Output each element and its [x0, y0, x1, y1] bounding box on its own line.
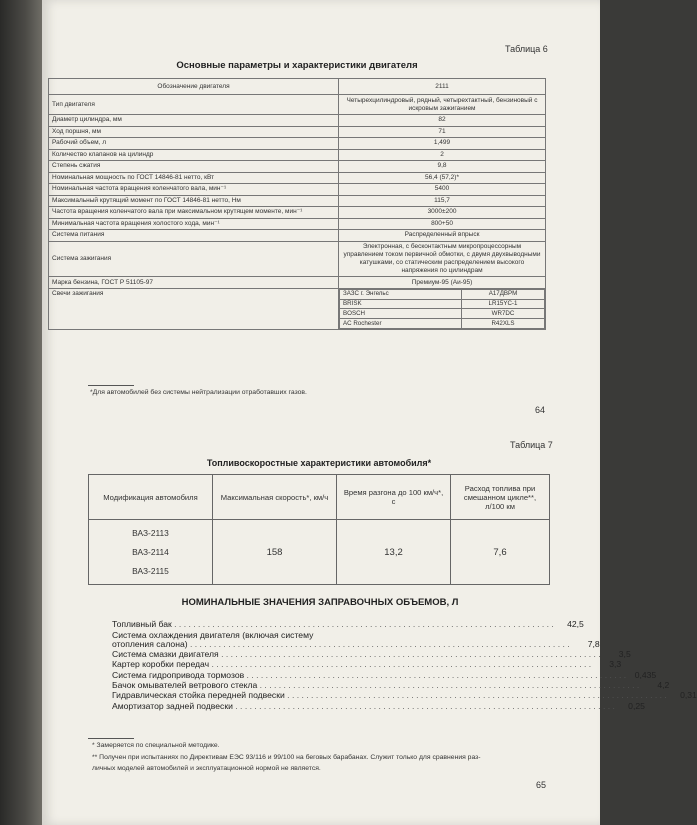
param-value: 5400: [339, 184, 546, 196]
engine-parameters-table: [48, 78, 546, 330]
param-name: Система питания: [49, 230, 339, 242]
leader-dots: . . . . . . . . . . . . . . . . . . . . . . . . . . . . . . . . . . . . . . . . . . . . . . . . . . . . . . . . . . . . . . . . . . . . . . . . . . . . . . . .: [209, 659, 592, 669]
spark-plug-maker: BRISK: [340, 299, 462, 309]
spark-plugs-cell: [339, 288, 546, 329]
volume-value: 0,25: [628, 701, 645, 711]
volume-label: [112, 670, 626, 680]
param-name: Степень сжатия: [49, 161, 339, 173]
table6-footnote: *Для автомобилей без системы нейтрализации отработавших газов.: [90, 389, 307, 396]
table7-accel-value: 13,2: [337, 520, 451, 585]
table6-row: [49, 138, 546, 150]
table6-row: [49, 195, 546, 207]
table6-header-param: Обозначение двигателя: [49, 79, 339, 95]
volume-label-text: Амортизатор задней подвески: [112, 701, 233, 711]
volume-value: 42,5: [567, 619, 584, 629]
volume-item: [112, 619, 584, 629]
table7-models-cell: [89, 520, 213, 585]
volume-label: [112, 680, 639, 690]
table6-title: Основные параметры и характеристики двигателя: [176, 60, 418, 71]
spark-plug-maker: BOSCH: [340, 309, 462, 319]
spark-plug-maker: AC Rochester: [340, 319, 462, 329]
performance-table: [88, 474, 550, 585]
table6-row: [49, 126, 546, 138]
spark-plug-model: WR7DC: [461, 309, 544, 319]
volume-label: [112, 649, 601, 659]
volume-label: [112, 639, 570, 649]
volume-label-text: Картер коробки передач: [112, 659, 210, 669]
volume-item: [112, 701, 645, 711]
page-number-64: 64: [535, 405, 546, 415]
volume-label-text: Система гидропривода тормозов: [112, 670, 245, 680]
table7-title: Топливоскоростные характеристики автомобиля*: [206, 458, 432, 468]
param-name: Максимальный крутящий момент по ГОСТ 14846-81 нетто, Нм: [49, 195, 339, 207]
param-name: Количество клапанов на цилиндр: [49, 149, 339, 161]
leader-dots: . . . . . . . . . . . . . . . . . . . . . . . . . . . . . . . . . . . . . . . . . . . . . . . . . . . . . . . . . . . . . . . . . . . . . . . . . . . . . . . .: [284, 690, 667, 700]
param-name: Частота вращения коленчатого вала при максимальном крутящем моменте, мин⁻¹: [49, 207, 339, 219]
spark-plug-row: [340, 289, 545, 299]
param-value: 1,499: [339, 138, 546, 150]
volume-label: [112, 690, 667, 700]
volume-label-text: Бачок омывателей ветрового стекла: [112, 680, 258, 690]
spark-plug-model: LR15YC-1: [461, 299, 544, 309]
spark-plug-maker: ЗАЗС г. Энгельс: [340, 289, 462, 299]
volume-value: 7,8: [587, 639, 600, 649]
param-value: 56,4 (57,2)*: [339, 172, 546, 184]
param-name: Минимальная частота вращения холостого хода, мин⁻¹: [49, 218, 339, 230]
table6-number: Таблица 6: [505, 44, 548, 54]
footnote-rule-2: [88, 738, 134, 739]
param-value: Премиум-95 (Аи-95): [339, 277, 546, 289]
volume-label-text: Топливный бак: [112, 619, 172, 629]
volume-value: 4,2: [657, 680, 670, 690]
param-name: Тип двигателя: [49, 95, 339, 115]
spark-plug-model: R42XLS: [461, 319, 544, 329]
table6-header-row: [49, 79, 546, 95]
param-name: Ход поршня, мм: [49, 126, 339, 138]
spark-plugs-label: Свечи зажигания: [49, 288, 339, 329]
table6-row: [49, 149, 546, 161]
spark-plug-model: А17ДВРМ: [461, 289, 544, 299]
table7-header-accel: Время разгона до 100 км/ч*, с: [337, 475, 451, 520]
footnote-rule-1: [88, 385, 134, 386]
volumes-title: НОМИНАЛЬНЫЕ ЗНАЧЕНИЯ ЗАПРАВОЧНЫХ ОБЪЕМОВ, Л: [181, 597, 459, 608]
volume-item: [112, 649, 631, 659]
param-value: 82: [339, 115, 546, 127]
table6-row: [49, 161, 546, 173]
volume-value: 3,5: [618, 649, 631, 659]
table6-row: [49, 277, 546, 289]
spark-plug-row: [340, 309, 545, 319]
param-value: 115,7: [339, 195, 546, 207]
table6-row: [49, 115, 546, 127]
table7-fuel-value: 7,6: [451, 520, 550, 585]
param-name: Марка бензина, ГОСТ Р 51105-97: [49, 277, 339, 289]
volume-label: [112, 659, 591, 669]
table7-header-model: Модификация автомобиля: [89, 475, 213, 520]
table6-row: [49, 241, 546, 277]
table7-data-row: [89, 520, 550, 585]
model-item: ВАЗ-2115: [132, 565, 169, 576]
footnote-directive-2: личных моделей автомобилей и эксплуатационной нормой не является.: [92, 765, 321, 772]
leader-dots: . . . . . . . . . . . . . . . . . . . . . . . . . . . . . . . . . . . . . . . . . . . . . . . . . . . . . . . . . . . . . . . . . . . . . . . . . . . . . . . .: [187, 639, 570, 649]
param-value: 3000±200: [339, 207, 546, 219]
table7-number: Таблица 7: [510, 440, 553, 450]
spark-plug-row: [340, 319, 545, 329]
table6-row: [49, 230, 546, 242]
volume-label-text: Система смазки двигателя: [112, 649, 219, 659]
volume-label-text: отопления салона): [112, 639, 188, 649]
volume-item: [112, 639, 600, 649]
volume-label-text: Система охлаждения двигателя (включая систему: [112, 630, 314, 640]
book-spine: [0, 0, 42, 825]
table7-header-speed: Максимальная скорость*, км/ч: [213, 475, 337, 520]
footnote-directive-1: ** Получен при испытаниях по Директивам ЕЭС 93/116 и 99/100 на беговых барабанах. Служит только для сравнения раз-: [92, 754, 481, 761]
volume-item: [112, 680, 670, 690]
volume-label: [112, 701, 615, 711]
table7-speed-value: 158: [213, 520, 337, 585]
leader-dots: . . . . . . . . . . . . . . . . . . . . . . . . . . . . . . . . . . . . . . . . . . . . . . . . . . . . . . . . . . . . . . . . . . . . . . . . . . . . . . . .: [257, 680, 640, 690]
param-value: 71: [339, 126, 546, 138]
table6-row: [49, 184, 546, 196]
volume-label: [112, 619, 554, 629]
table6-header-value: 2111: [339, 79, 546, 95]
table6-spark-row: [49, 288, 546, 329]
param-name: Система зажигания: [49, 241, 339, 277]
param-value: 9,8: [339, 161, 546, 173]
volume-value: 0,31: [680, 690, 697, 700]
table6-row: [49, 218, 546, 230]
leader-dots: . . . . . . . . . . . . . . . . . . . . . . . . . . . . . . . . . . . . . . . . . . . . . . . . . . . . . . . . . . . . . . . . . . . . . . . . . . . . . . . .: [218, 649, 601, 659]
leader-dots: . . . . . . . . . . . . . . . . . . . . . . . . . . . . . . . . . . . . . . . . . . . . . . . . . . . . . . . . . . . . . . . . . . . . . . . . . . . . . . . .: [171, 619, 554, 629]
spark-plug-row: [340, 299, 545, 309]
param-value: 2: [339, 149, 546, 161]
table7-header-row: [89, 475, 550, 520]
spark-plugs-table: [339, 289, 545, 329]
volume-value: 3,3: [609, 659, 622, 669]
model-item: ВАЗ-2114: [132, 546, 169, 557]
table6-row: [49, 95, 546, 115]
param-name: Диаметр цилиндра, мм: [49, 115, 339, 127]
param-value: Четырехцилиндровый, рядный, четырехтактный, бензиновый с искровым зажиганием: [339, 95, 546, 115]
page-number-65: 65: [536, 780, 547, 790]
model-item: ВАЗ-2113: [132, 527, 169, 538]
param-value: Распределенный впрыск: [339, 230, 546, 242]
param-value: 800+50: [339, 218, 546, 230]
leader-dots: . . . . . . . . . . . . . . . . . . . . . . . . . . . . . . . . . . . . . . . . . . . . . . . . . . . . . . . . . . . . . . . . . . . . . . . . . . . . . . . .: [232, 701, 615, 711]
table6-row: [49, 172, 546, 184]
footnote-measured: * Замеряется по специальной методике.: [92, 742, 220, 749]
param-name: Рабочий объем, л: [49, 138, 339, 150]
param-value: Электронная, с бесконтактным микропроцессорным управлением током первичной обмотки, с двумя двухвыводными катушками, со статическим распределением высокого напряжения по цилиндрам: [339, 241, 546, 277]
table6-row: [49, 207, 546, 219]
volume-item: [112, 670, 657, 680]
param-name: Номинальная частота вращения коленчатого вала, мин⁻¹: [49, 184, 339, 196]
volume-item: [112, 659, 622, 669]
volume-item: [112, 690, 697, 700]
table7-header-fuel: Расход топлива при смешанном цикле**, л/100 км: [451, 475, 550, 520]
volume-label-text: Гидравлическая стойка передней подвески: [112, 690, 285, 700]
leader-dots: . . . . . . . . . . . . . . . . . . . . . . . . . . . . . . . . . . . . . . . . . . . . . . . . . . . . . . . . . . . . . . . . . . . . . . . . . . . . . . . .: [244, 670, 627, 680]
param-name: Номинальная мощность по ГОСТ 14846-81 нетто, кВт: [49, 172, 339, 184]
volume-value: 0,435: [634, 670, 657, 680]
